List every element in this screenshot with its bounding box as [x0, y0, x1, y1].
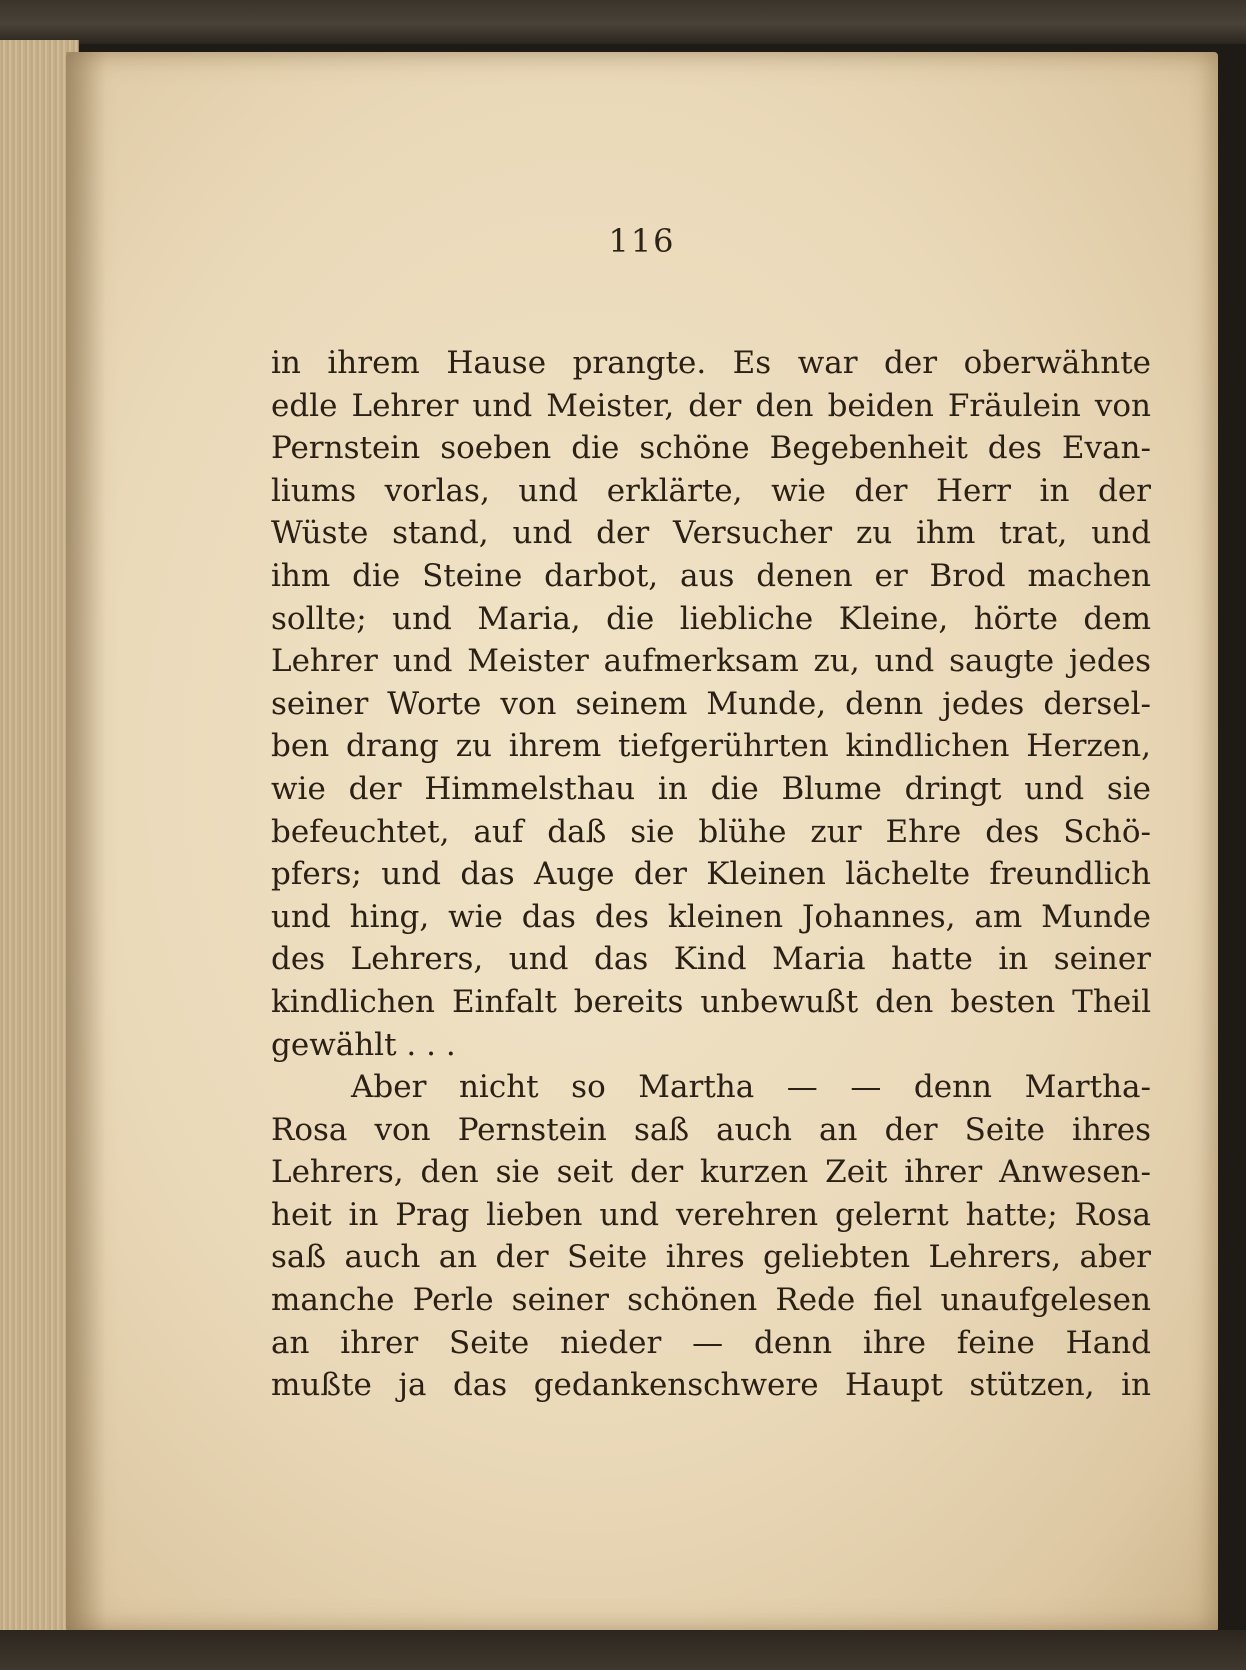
text-line: an ihrer Seite nieder — denn ihre feine Hand	[271, 1324, 1151, 1361]
text-line: Rosa von Pernstein saß auch an der Seite ihres	[271, 1111, 1151, 1148]
text-line: liums vorlas, und erklärte, wie der Herr in der	[271, 472, 1151, 509]
book-page	[66, 52, 1218, 1632]
text-line: heit in Prag lieben und verehren gelernt hatte; Rosa	[271, 1196, 1151, 1233]
text-line: pfers; und das Auge der Kleinen lächelte freundlich	[271, 856, 1151, 893]
text-line: seiner Worte von seinem Munde, denn jedes dersel-	[271, 685, 1151, 722]
book-cover-bottom-edge	[0, 1630, 1246, 1670]
text-line: Wüste stand, und der Versucher zu ihm trat, und	[271, 515, 1151, 552]
text-line-paragraph-end: gewählt . . .	[271, 1026, 456, 1063]
text-line: wie der Himmelsthau in die Blume dringt und sie	[271, 770, 1151, 807]
text-block	[271, 342, 1151, 1452]
text-line: sollte; und Maria, die liebliche Kleine, hörte dem	[271, 600, 1151, 637]
text-line: Lehrer und Meister aufmerksam zu, und saugte jedes	[271, 643, 1151, 680]
book-cover-top-edge	[0, 0, 1246, 44]
text-line: kindlichen Einfalt bereits unbewußt den besten Theil	[271, 983, 1151, 1020]
gutter-shadow	[66, 52, 106, 1632]
text-line: mußte ja das gedankenschwere Haupt stützen, in	[271, 1367, 1151, 1404]
text-line: befeuchtet, auf daß sie blühe zur Ehre des Schö-	[271, 813, 1151, 850]
text-line: in ihrem Hause prangte. Es war der oberwähnte	[271, 345, 1151, 381]
text-line: Lehrers, den sie seit der kurzen Zeit ihrer Anwesen-	[271, 1154, 1151, 1191]
text-line: Pernstein soeben die schöne Begebenheit des Evan-	[271, 430, 1151, 467]
text-line: saß auch an der Seite ihres geliebten Lehrers, aber	[271, 1239, 1151, 1276]
text-line-paragraph-start: Aber nicht so Martha — — denn Martha-	[351, 1069, 1151, 1106]
text-line: ihm die Steine darbot, aus denen er Brod machen	[271, 557, 1151, 594]
text-line: manche Perle seiner schönen Rede fiel unaufgelesen	[271, 1282, 1151, 1319]
text-line: des Lehrers, und das Kind Maria hatte in seiner	[271, 941, 1151, 978]
page-number: 116	[608, 222, 676, 260]
text-line: ben drang zu ihrem tiefgerührten kindlichen Herzen,	[271, 728, 1151, 765]
text-line: edle Lehrer und Meister, der den beiden Fräulein von	[271, 387, 1151, 424]
text-line: und hing, wie das des kleinen Johannes, am Munde	[271, 898, 1151, 935]
